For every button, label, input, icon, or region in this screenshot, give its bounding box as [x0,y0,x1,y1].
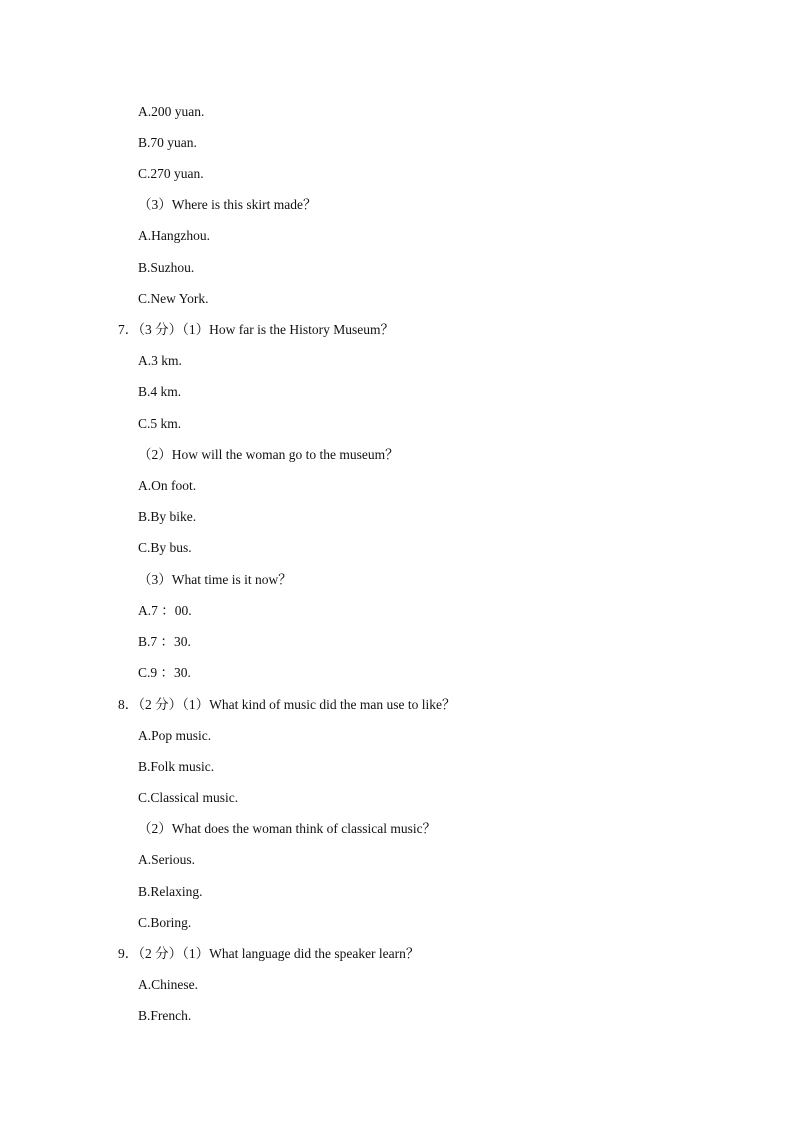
option-line: A.Hangzhou. [138,228,210,243]
option-line: A.3 km. [138,353,182,368]
question-heading: 8．（2 分）（1）What kind of music did the man use to like？ [118,697,456,712]
option-line: B.70 yuan. [138,135,197,150]
option-line: C.5 km. [138,416,182,431]
option-line: B.4 km. [138,384,182,399]
sub-question: （3）Where is this skirt made？ [138,197,317,212]
option-line: C.By bus. [138,540,192,555]
sub-question: （2）How will the woman go to the museum？ [138,447,399,462]
option-line: A.Chinese. [138,977,198,992]
option-line: C.Boring. [138,915,192,930]
option-line: A.200 yuan. [138,104,205,119]
sub-question: （3）What time is it now？ [138,572,292,587]
option-line: B.Suzhou. [138,260,195,275]
option-line: A.Serious. [138,852,195,867]
option-line: A.7 ：00. [138,603,192,618]
question-heading: 7．（3 分）（1）How far is the History Museum？ [118,322,394,337]
option-line: C.270 yuan. [138,166,204,181]
question-heading: 9．（2 分）（1）What language did the speaker learn？ [118,946,420,961]
option-line: B.French. [138,1008,192,1023]
option-line: B.Folk music. [138,759,215,774]
option-line: C.Classical music. [138,790,239,805]
option-line: B.Relaxing. [138,884,203,899]
option-line: B.7 ：30. [138,634,191,649]
option-line: C.9 ：30. [138,665,191,680]
option-line: B.By bike. [138,509,197,524]
option-line: A.Pop music. [138,728,212,743]
option-line: A.On foot. [138,478,197,493]
option-line: C.New York. [138,291,209,306]
sub-question: （2）What does the woman think of classical music？ [138,821,437,836]
